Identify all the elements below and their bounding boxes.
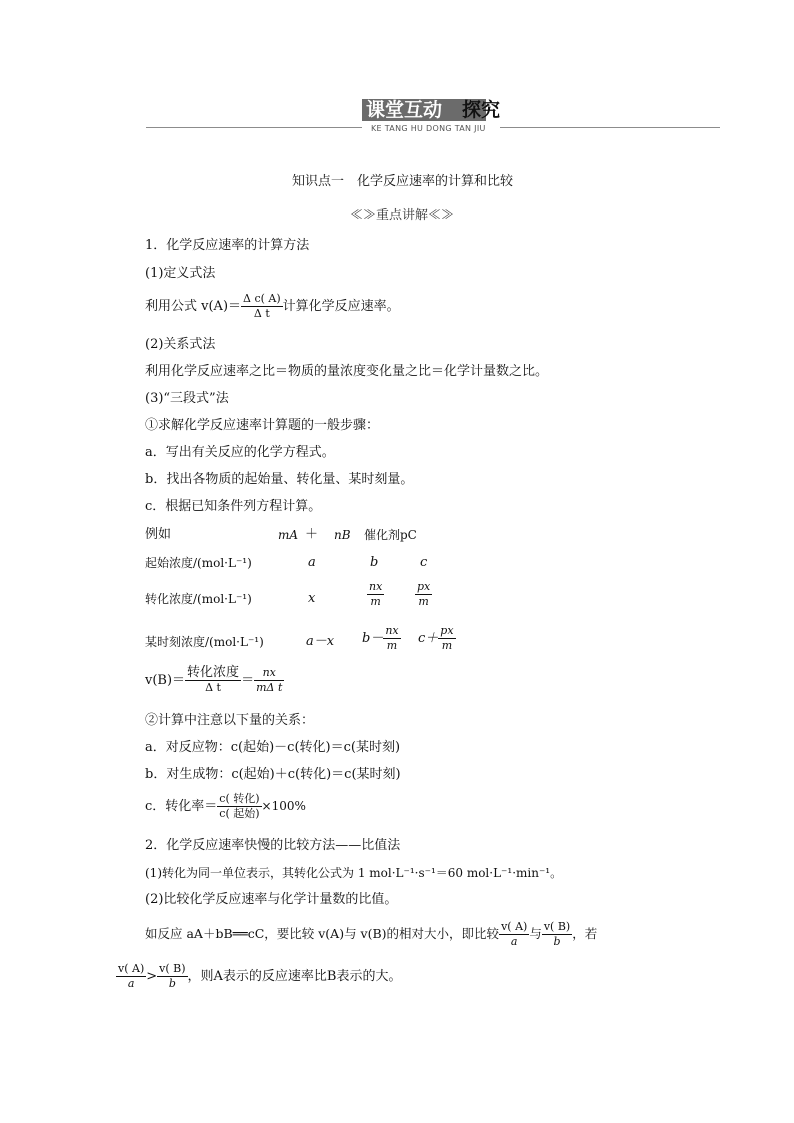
p2-line1 — [145, 920, 597, 949]
header-title-part2: 探究 — [462, 99, 501, 121]
notes-c — [145, 792, 306, 821]
row-moment-c-den: m — [441, 639, 453, 652]
row-change-b-num: nx — [369, 580, 383, 593]
notes-intro: ②计算中注意以下量的关系： — [145, 713, 315, 728]
example-label: 例如 — [145, 527, 172, 542]
plus-sign: ＋ — [305, 527, 319, 542]
p2-g2-num: v( B) — [159, 962, 186, 975]
row-moment-c — [418, 624, 456, 653]
subheading: ≪≫重点讲解≪≫ — [350, 208, 455, 223]
rate-fraction-num: Δ c( A) — [243, 292, 281, 305]
reactant-b: nB — [334, 528, 351, 542]
p1-method2-text: 利用化学反应速率之比＝物质的量浓度变化量之比＝化学计量数之比。 — [145, 364, 549, 379]
row-change-label: 转化浓度/(mol·L⁻¹) — [145, 592, 252, 606]
row-moment-c-num: px — [440, 624, 454, 637]
formula-lhs: v(A)＝ — [201, 299, 242, 314]
row-change-b-den: m — [370, 595, 381, 608]
reaction-arrow-product: 催化剂pC — [364, 528, 417, 542]
p1-step-b: b．找出各物质的起始量、转化量、某时刻量。 — [145, 472, 414, 487]
header-title-part1: 课堂互动 — [366, 99, 443, 121]
vb-formula — [145, 666, 284, 695]
row-moment-a: a－x — [306, 634, 335, 649]
row-change-c-den: m — [418, 595, 429, 608]
p1-heading: 1．化学反应速率的计算方法 — [145, 238, 310, 253]
rate-fraction-den: Δ t — [253, 307, 270, 320]
p2-line2-end: ，则A表示的反应速率比B表示的大。 — [187, 969, 402, 984]
p2-method1: (1)转化为同一单位表示，其转化公式为 1 mol·L⁻¹·s⁻¹＝60 mol·L⁻¹·min⁻¹。 — [145, 866, 563, 880]
row-initial-label: 起始浓度/(mol·L⁻¹) — [145, 556, 252, 570]
row-change-c-num: px — [417, 580, 431, 593]
header-subtitle: KE TANG HU DONG TAN JIU — [368, 124, 489, 133]
vb-eq: ＝ — [241, 673, 255, 688]
header-rule-right — [500, 127, 720, 128]
p2-g1-den: a — [127, 977, 135, 990]
formula-suffix: 计算化学反应速率。 — [282, 299, 400, 314]
row-moment-b-pre: b－ — [362, 631, 384, 646]
row-change-x: x — [308, 591, 316, 606]
row-change-b-frac — [367, 580, 384, 609]
p2-method2: (2)比较化学反应速率与化学计量数的比值。 — [145, 892, 398, 907]
p2-g1-num: v( A) — [118, 962, 145, 975]
notes-c-suffix: ×100% — [261, 799, 306, 813]
row-change-c-frac — [415, 580, 432, 609]
row-initial-c: c — [420, 555, 428, 570]
p1-method2: (2)关系式法 — [145, 337, 216, 352]
p2-f2-num: v( B) — [543, 920, 571, 933]
vb-frac1-den: Δ t — [205, 681, 221, 694]
p2-gt: > — [146, 969, 158, 984]
row-moment-label: 某时刻浓度/(mol·L⁻¹) — [145, 635, 264, 649]
notes-c-prefix: c．转化率＝ — [145, 799, 218, 814]
vb-lhs: v(B)＝ — [145, 673, 186, 688]
p1-step-a: a．写出有关反应的化学方程式。 — [145, 445, 335, 460]
row-initial-b: b — [370, 555, 379, 570]
row-moment-b — [362, 624, 401, 653]
p1-step-c: c．根据已知条件列方程计算。 — [145, 499, 322, 514]
row-initial-a: a — [308, 555, 316, 570]
formula-prefix: 利用公式 — [145, 299, 202, 314]
row-moment-b-num: nx — [385, 624, 399, 637]
header-rule-left — [146, 127, 362, 128]
vb-frac2-num: nx — [254, 666, 284, 681]
reactant-a: mA — [278, 528, 299, 542]
notes-a: a．对反应物：c(起始)－c(转化)＝c(某时刻) — [145, 740, 401, 755]
notes-b: b．对生成物：c(起始)＋c(转化)＝c(某时刻) — [145, 767, 401, 782]
rate-fraction — [241, 292, 283, 321]
p2-line1-end: ，若 — [572, 926, 598, 941]
notes-c-num: c( 转化) — [219, 792, 260, 805]
p2-f1-den: a — [510, 935, 518, 948]
p2-f1-num: v( A) — [501, 920, 528, 933]
p1-method1: (1)定义式法 — [145, 266, 216, 281]
p2-heading: 2．化学反应速率快慢的比较方法——比值法 — [145, 838, 401, 853]
row-moment-b-den: m — [386, 639, 398, 652]
p1-method3: (3)“三段式”法 — [145, 391, 229, 406]
vb-frac2-den: mΔ t — [256, 681, 283, 694]
p2-mid: 与 — [529, 926, 542, 941]
p2-f2-den: b — [553, 935, 561, 948]
section-title: 知识点一 化学反应速率的计算和比较 — [292, 174, 514, 189]
vb-frac1-num: 转化浓度 — [187, 665, 240, 680]
notes-c-den: c( 起始) — [219, 807, 260, 820]
p2-line2 — [116, 962, 402, 991]
p2-g2-den: b — [168, 977, 176, 990]
p1-step-intro: ①求解化学反应速率计算题的一般步骤： — [145, 418, 380, 433]
p1-formula-line — [145, 292, 400, 321]
row-moment-c-pre: c＋ — [418, 631, 439, 646]
p2-line1-pre: 如反应 aA＋bB══cC，要比较 v(A)与 v(B)的相对大小，即比较 — [145, 926, 500, 941]
